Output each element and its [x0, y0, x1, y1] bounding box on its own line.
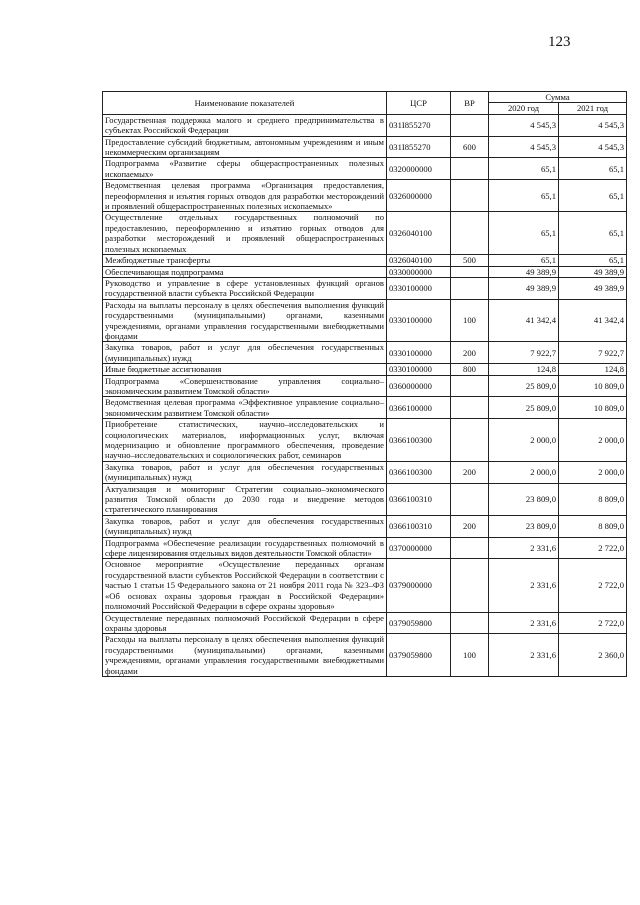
table-row — [103, 180, 627, 212]
row-amount-2021: 2 722,0 — [559, 612, 627, 634]
table-row — [103, 266, 627, 277]
row-name: Иные бюджетные ассигнования — [103, 364, 387, 375]
row-csr: 0370000000 — [387, 537, 451, 559]
row-amount-2020: 49 389,9 — [489, 266, 559, 277]
row-name: Осуществление отдельных государственных полномочий по предоставлению, переоформлению и изъятию горных отводов для разработки месторождений и проявлений общераспространенных полезных ископаемых — [103, 212, 387, 255]
row-vr: 200 — [451, 515, 489, 537]
row-name: Расходы на выплаты персоналу в целях обеспечения выполнения функций государственными (муниципальными) органами, казенными учреждениями, органами управления государственными внебюджетными фондами — [103, 634, 387, 677]
row-csr: 0330100000 — [387, 277, 451, 299]
row-amount-2021: 65,1 — [559, 255, 627, 266]
row-vr — [451, 419, 489, 462]
row-amount-2021: 10 809,0 — [559, 375, 627, 397]
row-amount-2021: 2 722,0 — [559, 559, 627, 612]
table-row — [103, 612, 627, 634]
row-amount-2021: 10 809,0 — [559, 397, 627, 419]
row-csr: 0366100310 — [387, 483, 451, 515]
row-amount-2021: 49 389,9 — [559, 266, 627, 277]
row-amount-2021: 2 722,0 — [559, 537, 627, 559]
row-vr — [451, 559, 489, 612]
table-row — [103, 397, 627, 419]
row-name: Актуализация и мониторинг Стратегии социально–экономического развития Томской области до 2030 года и внедрение методов стратегического планирования — [103, 483, 387, 515]
row-amount-2020: 25 809,0 — [489, 397, 559, 419]
table-row — [103, 364, 627, 375]
row-csr: 0366100300 — [387, 419, 451, 462]
row-name: Ведомственная целевая программа «Организация предоставления, переоформления и изъятия горных отводов для разработки месторождений и проявлений общераспространенных полезных ископаемых» — [103, 180, 387, 212]
row-csr: 0326040100 — [387, 212, 451, 255]
row-amount-2021: 124,8 — [559, 364, 627, 375]
row-vr: 800 — [451, 364, 489, 375]
row-amount-2020: 4 545,3 — [489, 114, 559, 136]
row-name: Государственная поддержка малого и среднего предпринимательства в субъектах Российской Федерации — [103, 114, 387, 136]
row-vr — [451, 114, 489, 136]
row-amount-2020: 2 331,6 — [489, 612, 559, 634]
row-amount-2020: 23 809,0 — [489, 515, 559, 537]
page-number: 123 — [548, 34, 571, 50]
table-row — [103, 277, 627, 299]
row-vr — [451, 212, 489, 255]
row-amount-2021: 49 389,9 — [559, 277, 627, 299]
row-name: Подпрограмма «Развитие сферы общераспространенных полезных ископаемых» — [103, 158, 387, 180]
row-amount-2020: 2 331,6 — [489, 537, 559, 559]
table-row — [103, 559, 627, 612]
row-amount-2020: 4 545,3 — [489, 136, 559, 158]
table-row — [103, 212, 627, 255]
row-amount-2020: 65,1 — [489, 180, 559, 212]
row-vr — [451, 266, 489, 277]
row-amount-2020: 23 809,0 — [489, 483, 559, 515]
row-name: Осуществление переданных полномочий Российской Федерации в сфере охраны здоровья — [103, 612, 387, 634]
row-vr: 100 — [451, 634, 489, 677]
header-year-2020: 2020 год — [489, 103, 559, 114]
table-row — [103, 342, 627, 364]
table-row — [103, 634, 627, 677]
row-csr: 0326000000 — [387, 180, 451, 212]
row-amount-2021: 4 545,3 — [559, 136, 627, 158]
table-row — [103, 537, 627, 559]
row-amount-2021: 4 545,3 — [559, 114, 627, 136]
row-amount-2020: 2 000,0 — [489, 419, 559, 462]
row-csr: 0330100000 — [387, 364, 451, 375]
row-csr: 0366100300 — [387, 461, 451, 483]
header-csr: ЦСР — [387, 92, 451, 115]
row-name: Обеспечивающая подпрограмма — [103, 266, 387, 277]
row-name: Подпрограмма «Совершенствование управления социально–экономическим развитием Томской области» — [103, 375, 387, 397]
table-row — [103, 515, 627, 537]
row-amount-2021: 2 000,0 — [559, 419, 627, 462]
row-csr: 0330100000 — [387, 299, 451, 342]
row-amount-2021: 65,1 — [559, 180, 627, 212]
row-amount-2020: 2 331,6 — [489, 559, 559, 612]
row-name: Закупка товаров, работ и услуг для обеспечения государственных (муниципальных) нужд — [103, 342, 387, 364]
row-amount-2021: 8 809,0 — [559, 483, 627, 515]
row-amount-2021: 8 809,0 — [559, 515, 627, 537]
row-vr — [451, 612, 489, 634]
row-vr — [451, 375, 489, 397]
row-csr: 0379000000 — [387, 559, 451, 612]
row-vr — [451, 483, 489, 515]
row-amount-2020: 65,1 — [489, 212, 559, 255]
row-name: Закупка товаров, работ и услуг для обеспечения государственных (муниципальных) нужд — [103, 515, 387, 537]
table-row — [103, 114, 627, 136]
row-csr: 0320000000 — [387, 158, 451, 180]
row-amount-2020: 65,1 — [489, 158, 559, 180]
table-row — [103, 299, 627, 342]
row-vr — [451, 277, 489, 299]
row-csr: 031I855270 — [387, 114, 451, 136]
row-name: Руководство и управление в сфере установленных функций органов государственной власти субъекта Российской Федерации — [103, 277, 387, 299]
table-row — [103, 419, 627, 462]
row-name: Подпрограмма «Обеспечение реализации государственных полномочий в сфере лицензирования отдельных видов деятельности Томской области» — [103, 537, 387, 559]
header-name: Наименование показателей — [103, 92, 387, 115]
table-row — [103, 461, 627, 483]
header-year-2021: 2021 год — [559, 103, 627, 114]
row-amount-2020: 124,8 — [489, 364, 559, 375]
row-name: Основное мероприятие «Осуществление переданных органам государственной власти субъектов Российской Федерации в соответствии с частью 1 статьи 15 Федерального закона от 21 ноября 2011 года № 323–ФЗ «Об основах охраны здоровья граждан в Российской Федерации» полномочий Российской Федерации в сфере охраны здоровья» — [103, 559, 387, 612]
row-vr — [451, 397, 489, 419]
table-row — [103, 255, 627, 266]
row-amount-2020: 2 000,0 — [489, 461, 559, 483]
row-name: Расходы на выплаты персоналу в целях обеспечения выполнения функций государственными (муниципальными) органами, казенными учреждениями, органами управления государственными внебюджетными фондами — [103, 299, 387, 342]
row-name: Ведомственная целевая программа «Эффективное управление социально–экономическим развитием Томской области» — [103, 397, 387, 419]
row-amount-2021: 65,1 — [559, 158, 627, 180]
row-amount-2020: 2 331,6 — [489, 634, 559, 677]
row-amount-2021: 2 360,0 — [559, 634, 627, 677]
row-name: Приобретение статистических, научно–исследовательских и социологических материалов, информационных услуг, включая модернизацию и обновление программного обеспечения, проведение научно–исследовательских и социологических работ, семинаров — [103, 419, 387, 462]
header-vr: ВР — [451, 92, 489, 115]
row-csr: 031I855270 — [387, 136, 451, 158]
row-vr — [451, 158, 489, 180]
row-amount-2021: 2 000,0 — [559, 461, 627, 483]
row-csr: 0326040100 — [387, 255, 451, 266]
row-name: Межбюджетные трансферты — [103, 255, 387, 266]
row-name: Закупка товаров, работ и услуг для обеспечения государственных (муниципальных) нужд — [103, 461, 387, 483]
row-name: Предоставление субсидий бюджетным, автономным учреждениям и иным некоммерческим организациям — [103, 136, 387, 158]
table-row — [103, 136, 627, 158]
table-row — [103, 375, 627, 397]
header-sum: Сумма — [489, 92, 627, 103]
row-amount-2020: 25 809,0 — [489, 375, 559, 397]
row-csr: 0330000000 — [387, 266, 451, 277]
table-row — [103, 483, 627, 515]
row-csr: 0379059800 — [387, 634, 451, 677]
row-csr: 0366100000 — [387, 397, 451, 419]
budget-table — [102, 91, 627, 677]
row-csr: 0379059800 — [387, 612, 451, 634]
row-csr: 0360000000 — [387, 375, 451, 397]
row-vr: 200 — [451, 342, 489, 364]
row-vr: 100 — [451, 299, 489, 342]
row-amount-2021: 41 342,4 — [559, 299, 627, 342]
row-vr — [451, 537, 489, 559]
row-csr: 0366100310 — [387, 515, 451, 537]
row-vr — [451, 180, 489, 212]
row-vr: 200 — [451, 461, 489, 483]
table-row — [103, 158, 627, 180]
row-amount-2021: 7 922,7 — [559, 342, 627, 364]
row-vr: 500 — [451, 255, 489, 266]
row-amount-2021: 65,1 — [559, 212, 627, 255]
row-amount-2020: 49 389,9 — [489, 277, 559, 299]
row-amount-2020: 65,1 — [489, 255, 559, 266]
row-amount-2020: 41 342,4 — [489, 299, 559, 342]
row-amount-2020: 7 922,7 — [489, 342, 559, 364]
row-vr: 600 — [451, 136, 489, 158]
row-csr: 0330100000 — [387, 342, 451, 364]
